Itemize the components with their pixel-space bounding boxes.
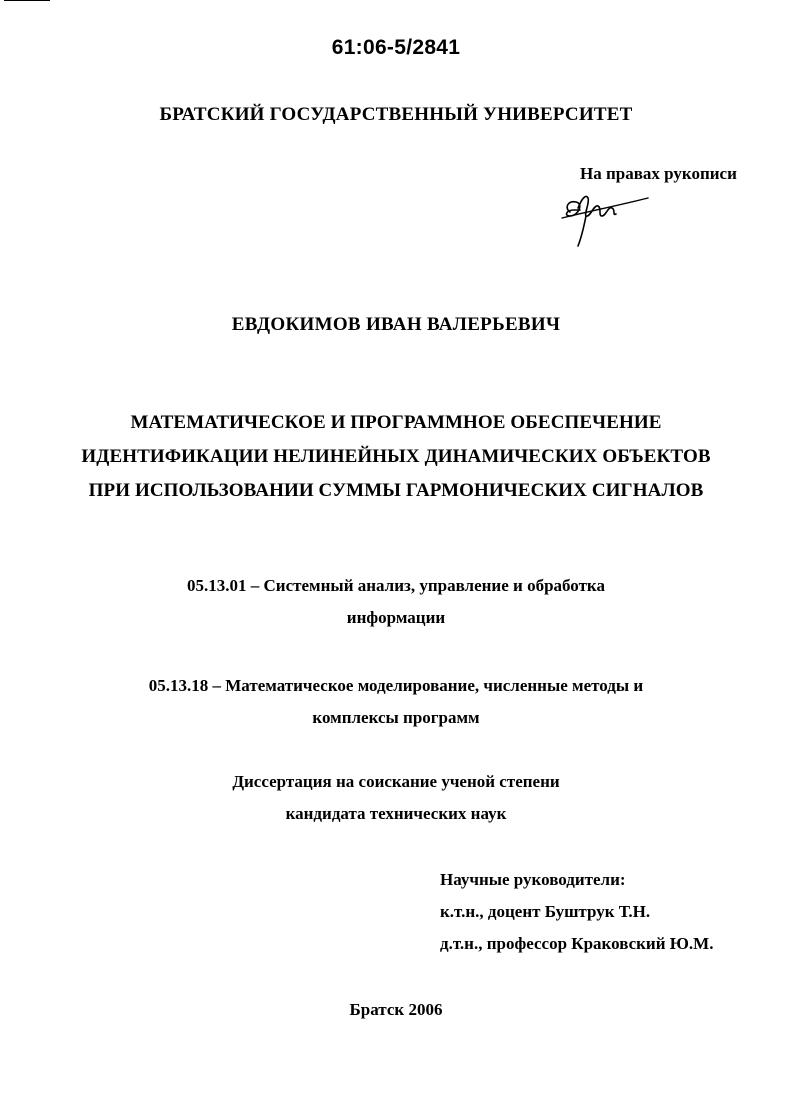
scan-edge-mark bbox=[4, 0, 50, 1]
specialty-2-line-2: комплексы программ bbox=[312, 708, 480, 727]
degree-line-1: Диссертация на соискание ученой степени bbox=[232, 772, 560, 791]
city-year: Братск 2006 bbox=[349, 1000, 443, 1019]
specialty-1-line-1: 05.13.01 – Системный анализ, управление и обработка bbox=[187, 576, 605, 595]
dissertation-title-line-3: ПРИ ИСПОЛЬЗОВАНИИ СУММЫ ГАРМОНИЧЕСКИХ СИГНАЛОВ bbox=[88, 480, 704, 501]
author-signature bbox=[556, 186, 652, 252]
specialty-1-line-2: информации bbox=[346, 608, 446, 627]
specialty-2-line-1: 05.13.18 – Математическое моделирование, численные методы и bbox=[148, 676, 644, 695]
supervisors-heading: Научные руководители: bbox=[440, 870, 626, 889]
university-name: БРАТСКИЙ ГОСУДАРСТВЕННЫЙ УНИВЕРСИТЕТ bbox=[159, 104, 633, 125]
supervisor-2: д.т.н., профессор Краковский Ю.М. bbox=[440, 934, 714, 953]
dissertation-title-line-2: ИДЕНТИФИКАЦИИ НЕЛИНЕЙНЫХ ДИНАМИЧЕСКИХ ОБЪЕКТОВ bbox=[81, 446, 711, 467]
dissertation-title-line-1: МАТЕМАТИЧЕСКОЕ И ПРОГРАММНОЕ ОБЕСПЕЧЕНИЕ bbox=[130, 412, 662, 433]
rights-note: На правах рукописи bbox=[580, 164, 737, 183]
supervisor-1: к.т.н., доцент Буштрук Т.Н. bbox=[440, 902, 651, 921]
degree-line-2: кандидата технических наук bbox=[285, 804, 507, 823]
registry-number: 61:06-5/2841 bbox=[331, 36, 461, 59]
author-name: ЕВДОКИМОВ ИВАН ВАЛЕРЬЕВИЧ bbox=[231, 314, 561, 335]
